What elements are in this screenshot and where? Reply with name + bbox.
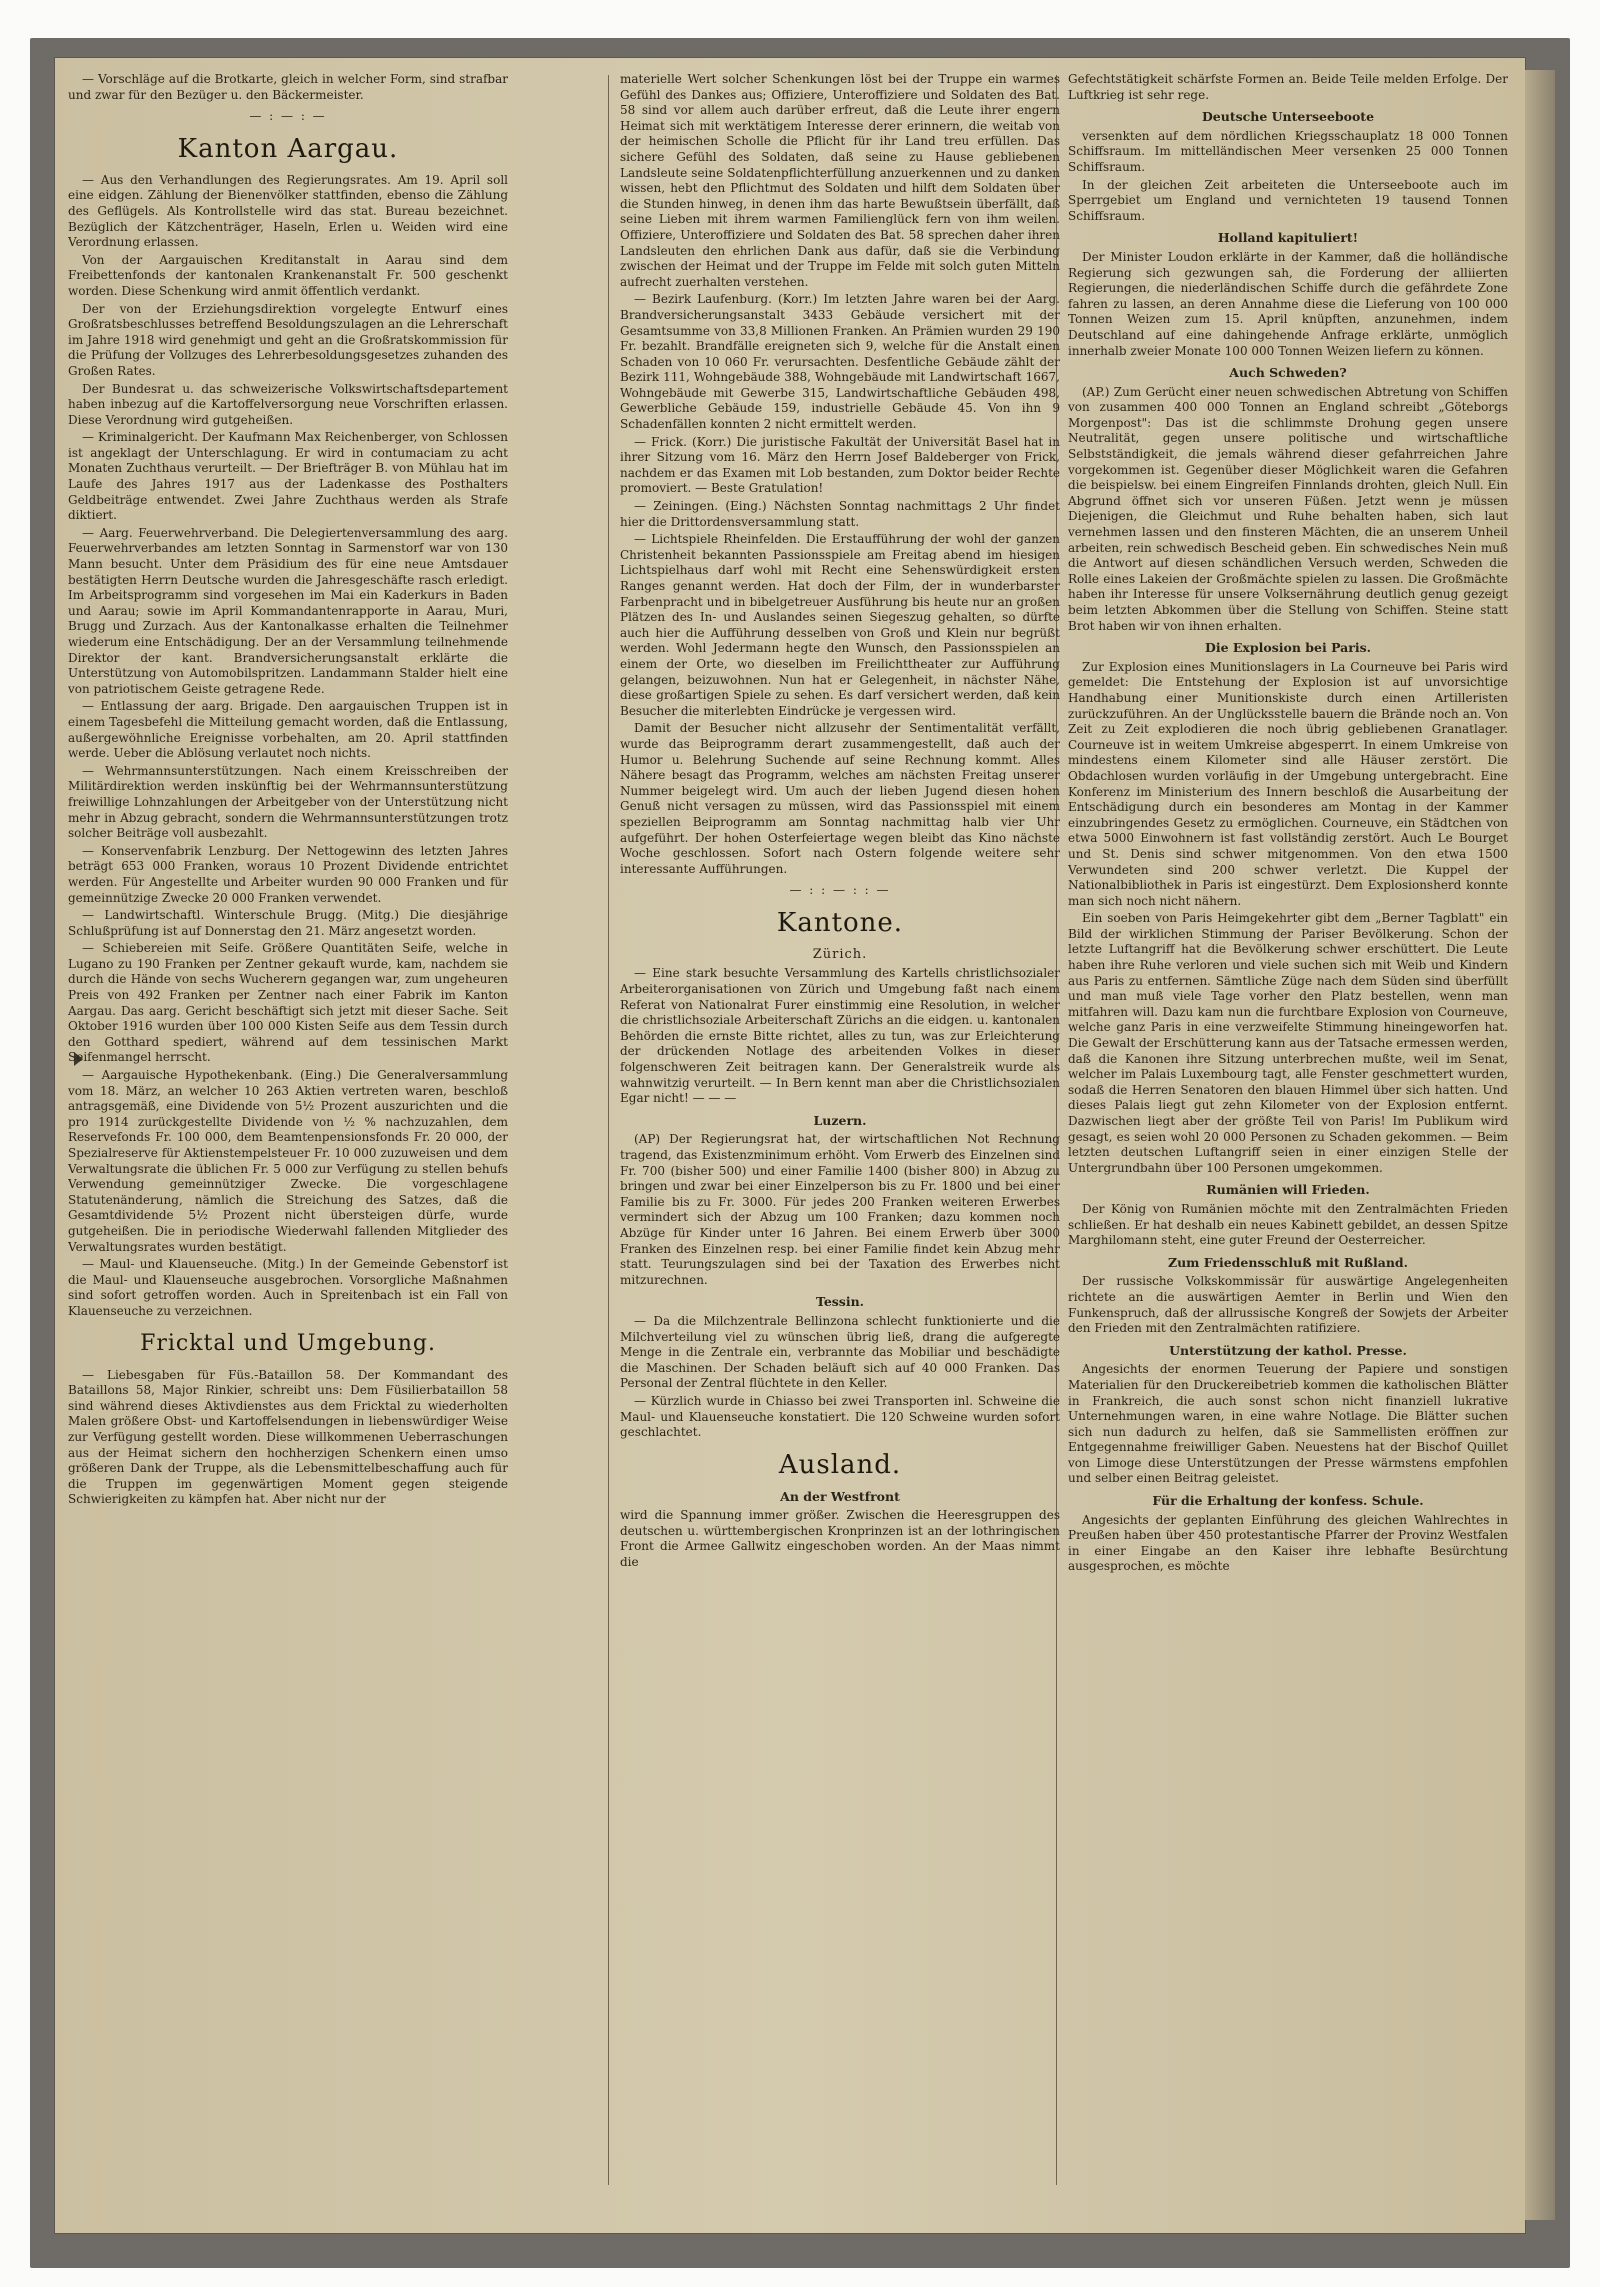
article: Der von der Erziehungsdirektion vorgelegte Entwurf eines Großratsbeschlusses betreffend Besoldungszulagen an die Lehrerschaft im Jahre 1918 wird genehmigt und geht an die Großratskommission für die Prüfung der Vollzuges des Lehrerbesoldungsgesetzes zuhanden des Großen Rates. bbox=[68, 301, 508, 378]
article: Der Minister Loudon erklärte in der Kammer, daß die holländische Regierung sich gezwungen sah, die Forderung der alliierten Regierungen, die niederländischen Schiffe durch die gefährdete Zone fahren zu lassen, an deren Annahme diese die Lieferung von 100 000 Tonnen Weizen zum 15. April knüpften, anzunehmen, indem Deutschland auf eine dahingehende Anfrage erklärte, unmöglich innerhalb zweier Monate 100 000 Tonnen Weizen liefern zu können. bbox=[1068, 249, 1508, 358]
article: — Kürzlich wurde in Chiasso bei zwei Transporten inl. Schweine die Maul- und Klauenseuche konstatiert. Die 120 Schweine wurden sofort geschlachtet. bbox=[620, 1393, 1060, 1440]
adjacent-page-edge bbox=[1525, 70, 1555, 2220]
article: — Aarg. Feuerwehrverband. Die Delegiertenversammlung des aarg. Feuerwehrverbandes am letzten Sonntag in Sarmenstorf war von 130 Mann besucht. Unter dem Präsidium des für eine neue Amtsdauer bestätigten Herrn Deutsche wurden die Jahresgeschäfte rasch erledigt. Im Arbeitsprogramm sind vorgesehen im Mai ein Kaderkurs in Baden und Aarau; sowie im April Kommandantenrapporte in Aarau, Muri, Brugg und Zurzach. Aus der Kantonalkasse erhalten die Teilnehmer wiederum eine Entschädigung. Der an der Versammlung teilnehmende Direktor der kant. Brandversicherungsanstalt erklärte die Unterstützung von Automobilspritzen. Landammann Stalder hielt eine von patriotischem Geiste getragene Rede. bbox=[68, 525, 508, 696]
section-heading: Kantone. bbox=[776, 907, 904, 938]
article: — Vorschläge auf die Brotkarte, gleich in welcher Form, sind strafbar und zwar für den Bezüger u. den Bäckermeister. bbox=[68, 72, 508, 102]
article: Gefechtstätigkeit schärfste Formen an. Beide Teile melden Erfolge. Der Luftkrieg ist sehr rege. bbox=[1068, 72, 1508, 102]
subsection-heading: Auch Schweden? bbox=[1229, 365, 1347, 381]
article: — Da die Milchzentrale Bellinzona schlecht funktionierte und die Milchverteilung viel zu wünschen übrig ließ, drang die aufgeregte Menge in die Zentrale ein, verbrannte das Mobiliar und beschädigte die Maschinen. Der Schaden beläuft sich auf 40 000 Franken. Das Personal der Zentral flüchtete in den Keller. bbox=[620, 1313, 1060, 1391]
article: materielle Wert solcher Schenkungen löst bei der Truppe ein warmes Gefühl des Dankes aus; Offiziere, Unteroffiziere und Soldaten des Bat. 58 sind vor allem auch darüber erfreut, daß die Leute ihrer engern Heimat sich mit werktätigem Interesse derer erinnern, die weitab von der heimischen Scholle die Pflicht für ihr Land treu erfüllen. Das sichere Gefühl des Soldaten, daß seine zu Hause gebliebenen Landsleute seine Soldatenpflichterfüllung anzuerkennen und zu danken wissen, hebt den Pflichtmut des Soldaten und hilft dem Soldaten über die Stunden hinweg, in denen ihm das harte Bewußtsein überfällt, daß seine Lieben mit ihrem warmen Familienglück fern von ihm weilen. Offiziere, Unteroffiziere und Soldaten des Bat. 58 sprechen daher ihren Landsleuten den ehrlichen Dank aus dafür, daß sie die Verbindung zwischen der Heimat und der Truppe im Felde mit solch guten Mitteln aufrecht zuerhalten verstehen. bbox=[620, 72, 1060, 289]
subsection-heading: Tessin. bbox=[815, 1294, 865, 1310]
column-rule bbox=[608, 75, 609, 2185]
article: — Schiebereien mit Seife. Größere Quantitäten Seife, welche in Lugano zu 190 Franken per Zentner gekauft wurde, kam, nachdem sie durch die Hände von sechs Wucherern gegangen war, zum ungeheuren Preis von 492 Franken per Zentner nach einer Fabrik im Kanton Aargau. Das aarg. Gericht beschäftigt sich jetzt mit dieser Sache. Seit Oktober 1916 wurden über 100 000 Kisten Seife aus dem Tessin durch den Gotthard spediert, während auf dem tessinischen Markt Seifenmangel herrscht. bbox=[68, 941, 508, 1065]
column-3 bbox=[1068, 72, 1508, 2192]
article: versenkten auf dem nördlichen Kriegsschauplatz 18 000 Tonnen Schiffsraum. Im mittelländischen Meer versenken 25 000 Tonnen Schiffsraum. bbox=[1068, 128, 1508, 174]
subsection-heading: An der Westfront bbox=[780, 1488, 900, 1504]
article: — Liebesgaben für Füs.-Bataillon 58. Der Kommandant des Bataillons 58, Major Rinkier, schreibt uns: Dem Füsilierbataillon 58 sind während dieses Aktivdienstes aus dem Fricktal zu wiederholten Malen größere Obst- und Kartoffelsendungen in liebenswürdiger Weise zur Verfügung gestellt worden. Diese willkommenen Ueberraschungen aus der Heimat sichern den hochherzigen Schenkern einen umso größeren Dank der Truppe, als die Lebensmittelbeschaffung auch für die Truppen im gegenwärtigen Moment gegen steigende Schwierigkeiten zu kämpfen hat. Aber nicht nur der bbox=[68, 1367, 508, 1507]
article: Zur Explosion eines Munitionslagers in La Courneuve bei Paris wird gemeldet: Die Entstehung der Explosion ist auf unvorsichtige Handhabung einer Munitionskiste durch einen Artilleristen zurückzuführen. An der Unglücksstelle bauern die Brände noch an. Von Zeit zu Zeit explodieren die noch übrig gebliebenen Granatlager. Courneuve ist in weitem Umkreise abgesperrt. In einem Umkreise von mindestens einem Kilometer sind alle Häuser zerstört. Die Obdachlosen wurden vorläufig in der Umgebung untergebracht. Eine Konferenz im Ministerium des Innern beschloß die Ausarbeitung der Entschädigung durch ein besonderes am Montag in der Kammer einzubringendes Gesetz zu ermöglichen. Courneuve, ein Städtchen von etwa 5000 Einwohnern ist fast vollständig zerstört. Auch Le Bourget und St. Denis sind schwer mitgenommen. Von den etwa 1500 Verwundeten sind 200 schwer verletzt. Die Kuppel der Nationalbibliothek in Paris ist eingestürzt. Dem Explosionsherd konnte man sich noch nicht nähern. bbox=[1068, 659, 1508, 908]
article: — Lichtspiele Rheinfelden. Die Erstaufführung der wohl der ganzen Christenheit bekannten Passionsspiele am Freitag abend im hiesigen Lichtspielhaus darf wohl mit Recht eine Sehenswürdigkeit ersten Ranges genannt werden. Hat doch der Film, der in wunderbarster Farbenpracht und in bibelgetreuer Ausführung bis heute nur an großen Plätzen des In- und Auslandes seinen Siegeszug gehalten, so dürfte auch hier die Aufführung desselben von Groß und Klein nur begrüßt werden. Wohl Jedermann hegte den Wunsch, den Passionsspielen an einem der Orte, wo dieselben im Freilichttheater zur Aufführung gelangen, beizuwohnen. Nun hat er Gelegenheit, in nächster Nähe, diese großartigen Spiele zu sehen. Es darf versichert werden, daß kein Besucher die miterlebten Eindrücke je vergessen wird. bbox=[620, 532, 1060, 718]
article: Von der Aargauischen Kreditanstalt in Aarau sind dem Freibettenfonds der kantonalen Krankenanstalt Fr. 500 geschenkt worden. Diese Schenkung wird anmit öffentlich verdankt. bbox=[68, 252, 508, 298]
section-heading: Fricktal und Umgebung. bbox=[140, 1330, 436, 1356]
section-heading: Ausland. bbox=[778, 1449, 902, 1480]
article: — Konservenfabrik Lenzburg. Der Nettogewinn des letzten Jahres beträgt 653 000 Franken, woraus 10 Prozent Dividende entrichtet werden. Für Angestellte und Arbeiter wurden 90 000 Franken und für gemeinnützige Zwecke 20 000 Franken verwendet. bbox=[68, 843, 508, 905]
subsection-heading: Rumänien will Frieden. bbox=[1206, 1182, 1370, 1198]
article: Der Bundesrat u. das schweizerische Volkswirtschaftsdepartement haben inbezug auf die Kartoffelversorgung neue Vorschriften erlassen. Diese Verordnung wird gutgeheißen. bbox=[68, 381, 508, 427]
subsection-heading: Zürich. bbox=[812, 946, 868, 962]
subsection-heading: Deutsche Unterseeboote bbox=[1201, 109, 1375, 125]
article: — Aus den Verhandlungen des Regierungsrates. Am 19. April soll eine eidgen. Zählung der Bienenvölker stattfinden, ebenso die Zählung des Geflügels. Als Kontrollstelle wird das stat. Bureau bezeichnet. Bezüglich der Kätzchenträger, Haseln, Erlen u. Weiden wird eine Verordnung erlassen. bbox=[68, 172, 508, 250]
subsection-heading: Unterstützung der kathol. Presse. bbox=[1169, 1342, 1407, 1358]
article: — Entlassung der aarg. Brigade. Den aargauischen Truppen ist in einem Tagesbefehl die Mitteilung gemacht worden, daß die Entlassung, außergewöhnliche Ereignisse vorbehalten, am 20. April stattfinden werde. Ueber die Ablösung verlautet noch nichts. bbox=[68, 699, 508, 761]
article: — Frick. (Korr.) Die juristische Fakultät der Universität Basel hat in ihrer Sitzung vom 16. März den Herrn Josef Baldeberger von Frick, nachdem er das Examen mit Lob bestanden, zum Doktor beider Rechte promoviert. — Beste Gratulation! bbox=[620, 434, 1060, 496]
article: Der russische Volkskommissär für auswärtige Angelegenheiten richtete an die auswärtigen Aemter in Berlin und Wien den Funkenspruch, daß der allrussische Kongreß der Sowjets der Arbeiter den Frieden mit den Zentralmächten ratifiziere. bbox=[1068, 1274, 1508, 1336]
article: — Landwirtschaftl. Winterschule Brugg. (Mitg.) Die diesjährige Schlußprüfung ist auf Donnerstag den 21. März angesetzt worden. bbox=[68, 908, 508, 938]
article: — Aargauische Hypothekenbank. (Eing.) Die Generalversammlung vom 18. März, an welcher 10 263 Aktien vertreten waren, beschloß antragsgemäß, eine Dividende von 5½ Prozent auszurichten und die pro 1914 zurückgestellte Dividende von ½ % nachzuzahlen, dem Reservefonds Fr. 100 000, dem Beamtenpensionsfonds Fr. 20 000, der Spezialreserve für Aktienstempelsteuer Fr. 10 000 zuzuweisen und dem Verwaltungsrate die üblichen Fr. 5 000 zur Verfügung zu stellen behufs Verwendung gemeinnütziger Zwecke. Die vorgeschlagene Statutenänderung, nämlich die Streichung des Satzes, daß die Gesamtdividende 5½ Prozent nicht übersteigen dürfe, wurde gutgeheißen. Die in periodische Wiederwahl fallenden Mitglieder des Verwaltungsrates wurden bestätigt. bbox=[68, 1068, 508, 1254]
article: wird die Spannung immer größer. Zwischen die Heeresgruppen des deutschen u. württembergischen Kronprinzen ist an der lothringischen Front die Armee Gallwitz eingeschoben worden. An der Maas nimmt die bbox=[620, 1508, 1060, 1570]
article: Ein soeben von Paris Heimgekehrter gibt dem „Berner Tagblatt" ein Bild der wirklichen Stimmung der Pariser Bevölkerung. Schon der letzte Luftangriff hat die Bevölkerung schwer erschüttert. Die Leute haben ihre Ruhe verloren und viele suchen sich mit Weib und Kindern aus Paris zu entfernen. Sämtliche Züge nach dem Süden sind überfüllt und man muß viele Tage vorher den Platz bestellen, wenn man mitfahren will. Dazu kam nun die furchtbare Explosion von Courneuve, welche ganz Paris in eine verzweifelte Stimmung hineingeworfen hat. Die Gewalt der Erschütterung kann aus der Tatsache ermessen werden, daß die Kanonen ihre Sitzung unterbrechen mußte, weil im Senat, welcher im Palais Luxembourg tagt, alle Fenster geschmettert wurden, sodaß die Herren Senatoren den blauen Himmel über sich hatten. Und dieses Palais liegt gut zehn Kilometer von der Explosion entfernt. Dazwischen liegt aber der größte Teil von Paris! Im Publikum wird gesagt, es seien wohl 20 000 Personen zu Schaden gekommen. — Beim letzten deutschen Luftangriff seien in einer einzigen Stelle der Untergrundbahn über 100 Personen umgekommen. bbox=[1068, 911, 1508, 1175]
column-2 bbox=[620, 72, 1060, 2192]
subsection-heading: Für die Erhaltung der konfess. Schule. bbox=[1152, 1493, 1424, 1509]
article: — Eine stark besuchte Versammlung des Kartells christlichsozialer Arbeiterorganisationen von Zürich und Umgebung faßt nach einem Referat von Nationalrat Furer einstimmig eine Resolution, in welcher die christlichsoziale Arbeiterschaft Zürichs an die eidgen. u. kantonalen Behörden die ernste Bitte richtet, alles zu tun, was zur Erleichterung der drückenden Notlage des arbeitenden Volkes in dieser folgenschweren Zeit beitragen kann. Der Generalstreik wurde als wahnwitzig verurteilt. — In Bern kennt man aber die Christlichsozialen Egar nicht! — — — bbox=[620, 966, 1060, 1106]
section-heading: Kanton Aargau. bbox=[177, 133, 399, 164]
article: Angesichts der enormen Teuerung der Papiere und sonstigen Materialien für den Druckereibetrieb kommen die katholischen Blätter in Frankreich, die auch sonst schon nicht finanziell lukrative Unternehmungen waren, in eine wahre Notlage. Die Blätter suchen sich nun dadurch zu helfen, daß sie Sammellisten eröffnen zur Entgegennahme freiwilliger Gaben. Neuestens hat der Bischof Quillet von Limoge diese Unterstützungen der Presse wärmstens empfohlen und selber einen Beitrag geleistet. bbox=[1068, 1362, 1508, 1486]
column-1 bbox=[68, 72, 508, 2192]
section-separator: — : : — : : — bbox=[789, 883, 891, 898]
article: — Bezirk Laufenburg. (Korr.) Im letzten Jahre waren bei der Aarg. Brandversicherungsanstalt 3433 Gebäude versichert mit der Gesamtsumme von 33,8 Millionen Franken. An Prämien wurden 29 190 Fr. bezahlt. Brandfälle ereigneten sich 9, welche für die Anstalt einen Schaden von 10 060 Fr. verursachten. Desfentliche Gebäude zählt der Bezirk 111, Wohngebäude 388, Wohngebäude mit Landwirtschaft 1667, Wohngebäude mit Gewerbe 315, Landwirtschaftliche Gebäuden 498, Gewerbliche Gebäude 159, industrielle Gebäude 45. Von ihn 9 Schadenfällen konnten 2 nicht ermittelt werden. bbox=[620, 292, 1060, 432]
article: (AP.) Zum Gerücht einer neuen schwedischen Abtretung von Schiffen von zusammen 400 000 Tonnen an England schreibt „Göteborgs Morgenpost": Das ist die schlimmste Drohung gegen unsere Neutralität, gegen unsere politische und wirtschaftliche Selbstständigkeit, die jemals während dieser gefahrreichen Jahre vorgekommen ist. Gegenüber dieser Möglichkeit waren die Gefahren die beispielsw. bei einem Eingreifen Finnlands drohten, gleich Null. Ein Abgrund öffnet sich vor unseren Füßen. Jetzt wenn je müssen Diejenigen, die Gleichmut und Ruhe behalten haben, sich laut vernehmen lassen und den finsteren Mächten, die an unserem Unheil arbeiten, rein schwedisch Bescheid geben. Ein schwedisches Nein muß die Antwort auf diesen schändlichen Versuch werden, Schweden die Rolle eines Lakeien der Großmächte spielen zu lassen. Die Großmächte haben ihr Interesse für unsere Volksernährung deutlich genug gezeigt beim letzten Abkommen über die Stellung von Schiffen. Steine statt Brot haben wir von ihnen erhalten. bbox=[1068, 384, 1508, 633]
subsection-heading: Die Explosion bei Paris. bbox=[1205, 640, 1371, 656]
article: In der gleichen Zeit arbeiteten die Unterseeboote auch im Sperrgebiet um England und vernichteten 19 tausend Tonnen Schiffsraum. bbox=[1068, 177, 1508, 223]
article: — Wehrmannsunterstützungen. Nach einem Kreisschreiben der Militärdirektion werden inskünftig bei der Wehrmannsunterstützung freiwillige Lohnzahlungen der Arbeitgeber von der Unterstützung nicht mehr in Abzug gebracht, sondern die Wehrmannsunterstützungen trotz solcher Beiträge voll ausbezahlt. bbox=[68, 763, 508, 841]
subsection-heading: Luzern. bbox=[813, 1112, 867, 1128]
article: Damit der Besucher nicht allzusehr der Sentimentalität verfällt, wurde das Beiprogramm derart zusammengestellt, daß auch der Humor u. Belehrung Suchende auf seine Rechnung kommt. Alles Nähere besagt das Programm, welches am nächsten Freitag unserer Nummer beigelegt wird. Um auch der lieben Jugend diesen hohen Genuß nicht versagen zu müssen, wird das Passionsspiel mit einem speziellen Beiprogramm am Sonntag nachmittag halb vier Uhr aufgeführt. Der hohen Osterfeiertage wegen bleibt das Kino nächste Woche geschlossen. Sofort nach Ostern folgende weitere sehr interessante Aufführungen. bbox=[620, 721, 1060, 876]
section-separator: — : — : — bbox=[249, 109, 327, 124]
article: — Zeiningen. (Eing.) Nächsten Sonntag nachmittags 2 Uhr findet hier die Drittordensversammlung statt. bbox=[620, 499, 1060, 529]
subsection-heading: Zum Friedensschluß mit Rußland. bbox=[1167, 1254, 1409, 1270]
article: — Maul- und Klauenseuche. (Mitg.) In der Gemeinde Gebenstorf ist die Maul- und Klauenseuche ausgebrochen. Vorsorgliche Maßnahmen sind sofort getroffen worden. Auch in Spreitenbach ist ein Fall von Klauenseuche zu verzeichnen. bbox=[68, 1257, 508, 1318]
article: — Kriminalgericht. Der Kaufmann Max Reichenberger, von Schlossen ist angeklagt der Unterschlagung. Er wird in contumaciam zu acht Monaten Zuchthaus verurteilt. — Der Briefträger B. von Mühlau hat im Laufe des Jahres 1917 aus der Ladenkasse des Posthalters Geldbeiträge entwendet. Zwei Jahre Zuchthaus werden als Strafe diktiert. bbox=[68, 430, 508, 523]
subsection-heading: Holland kapituliert! bbox=[1217, 230, 1359, 246]
article: Der König von Rumänien möchte mit den Zentralmächten Frieden schließen. Er hat deshalb ein neues Kabinett gebildet, an dessen Spitze Marghilomann steht, eine guter Freund der Oesterreicher. bbox=[1068, 1201, 1508, 1248]
article: (AP) Der Regierungsrat hat, der wirtschaftlichen Not Rechnung tragend, das Existenzminimum erhöht. Vom Erwerb des Einzelnen sind Fr. 700 (bisher 500) und einer Familie 1400 (bisher 800) in Abzug zu bringen und zwar bei einer Einzelperson bis zu Fr. 1800 und bei einer Familie bis zu Fr. 3000. Für jedes 200 Franken weiteren Erwerbes vermindert sich der Abzug um 100 Franken; dazu kommen noch Abzüge für Kinder unter 16 Jahren. Bei einem Erwerb über 3000 Franken des Einzelnen resp. bei einer Familie findet kein Abzug mehr statt. Teurungszulagen sind bei der Taxation des Erwerbes nicht mitzurechnen. bbox=[620, 1132, 1060, 1287]
article: Angesichts der geplanten Einführung des gleichen Wahlrechtes in Preußen haben über 450 protestantische Pfarrer der Provinz Westfalen in einer Eingabe an den Kaiser ihre lebhafte Besürchtung ausgesprochen, es möchte bbox=[1068, 1512, 1508, 1574]
